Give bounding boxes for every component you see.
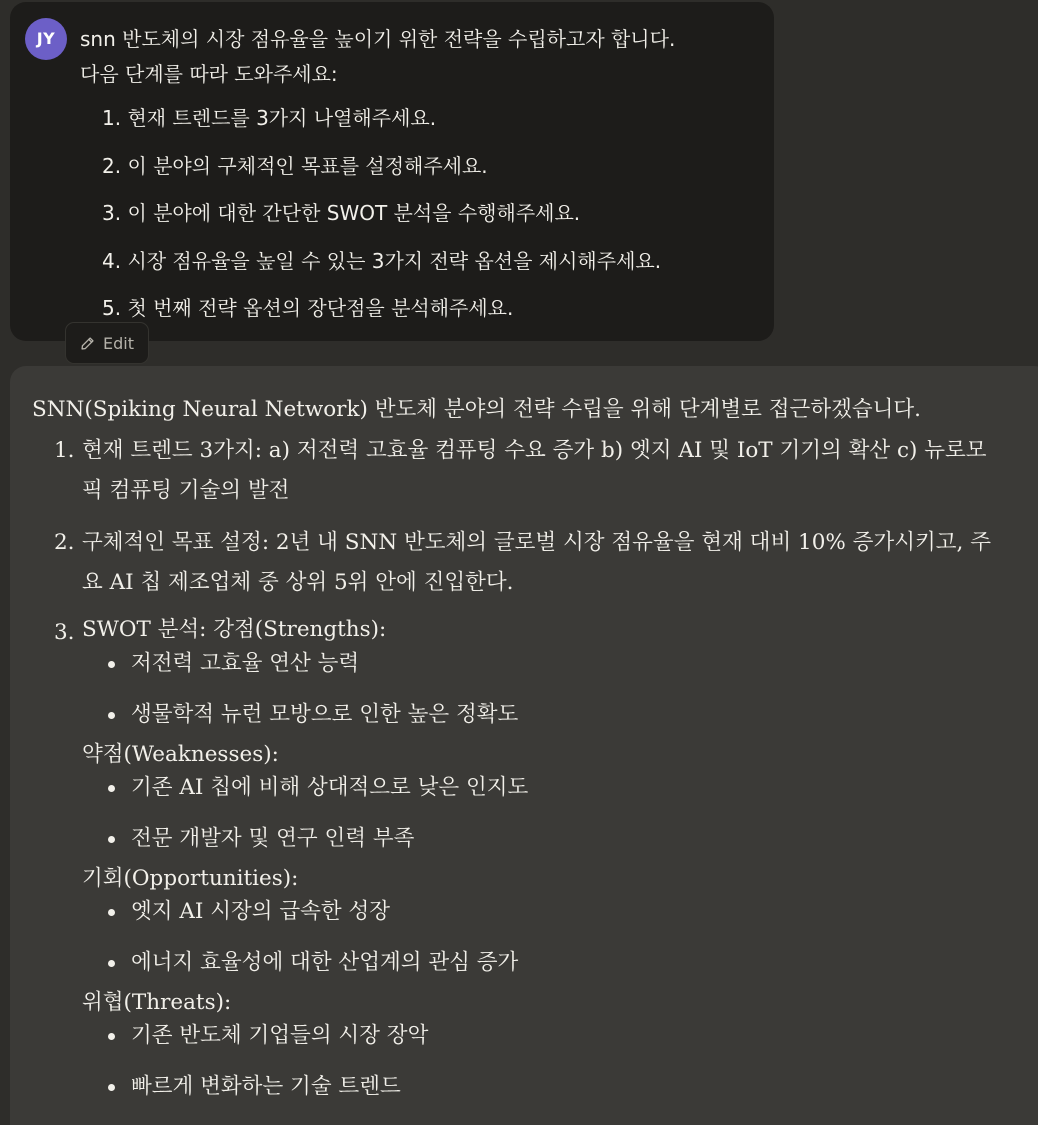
- assistant-steps-list: [32, 431, 1002, 1110]
- threats-list: [82, 1019, 1002, 1110]
- step-number: 2.: [54, 530, 75, 555]
- user-message-line-1: snn 반도체의 시장 점유율을 높이기 위한 전략을 수립하고자 합니다.: [80, 27, 676, 51]
- list-item: 엣지 AI 시장의 급속한 성장: [82, 895, 1002, 946]
- user-step-4: 4. 시장 점유율을 높일 수 있는 3가지 전략 옵션을 제시해주세요.: [102, 248, 662, 273]
- user-steps-list: [102, 101, 754, 339]
- threats-title: 위협(Threats):: [82, 990, 232, 1015]
- edit-button[interactable]: [65, 322, 149, 364]
- list-item: 빠르게 변화하는 기술 트렌드: [82, 1070, 1002, 1110]
- list-item: 전문 개발자 및 연구 인력 부족: [82, 822, 1002, 862]
- list-item: 생물학적 뉴런 모방으로 인한 높은 정확도: [82, 698, 1002, 738]
- edit-label: Edit: [103, 333, 134, 353]
- assistant-message-card: [10, 366, 1038, 1125]
- user-step-1: 1. 현재 트렌드를 3가지 나열해주세요.: [102, 106, 437, 130]
- user-step-5: 5. 첫 번째 전략 옵션의 장단점을 분석해주세요.: [102, 296, 514, 320]
- user-message-text: [80, 22, 754, 339]
- opportunities-title: 기회(Opportunities):: [82, 866, 299, 891]
- user-message-card: [10, 2, 774, 341]
- list-item: 기존 AI 칩에 비해 상대적으로 낮은 인지도: [82, 771, 1002, 822]
- user-avatar: JY: [25, 18, 67, 60]
- step-number: 1.: [54, 438, 75, 463]
- assistant-message-text: [32, 392, 1002, 1110]
- user-step-2: 2. 이 분야의 구체적인 목표를 설정해주세요.: [102, 153, 488, 178]
- pencil-icon: [80, 336, 95, 351]
- swot-heading: SWOT 분석: 강점(Strengths):: [82, 617, 387, 642]
- assistant-step-1: [32, 431, 1002, 511]
- user-step-3: 3. 이 분야에 대한 간단한 SWOT 분석을 수행해주세요.: [102, 201, 581, 225]
- weaknesses-title: 약점(Weaknesses):: [82, 742, 279, 767]
- step-text: 현재 트렌드 3가지: a) 저전력 고효율 컴퓨팅 수요 증가 b) 엣지 AI 및 IoT 기기의 확산 c) 뉴로모픽 컴퓨팅 기술의 발전: [82, 438, 987, 503]
- step-text: 구체적인 목표 설정: 2년 내 SNN 반도체의 글로벌 시장 점유율을 현재 대비 10% 증가시키고, 주요 AI 칩 제조업체 중 상위 5위 안에 진입한다.: [82, 530, 991, 595]
- user-message-line-2: 다음 단계를 따라 도와주세요:: [80, 62, 338, 86]
- opportunities-list: [82, 895, 1002, 986]
- list-item: 저전력 고효율 연산 능력: [82, 647, 1002, 698]
- assistant-step-3: [32, 613, 1002, 1110]
- step-number: 3.: [54, 620, 75, 645]
- weaknesses-list: [82, 771, 1002, 862]
- strengths-list: [82, 647, 1002, 738]
- assistant-step-2: [32, 523, 1002, 603]
- list-item: 에너지 효율성에 대한 산업계의 관심 증가: [82, 946, 1002, 986]
- assistant-intro: SNN(Spiking Neural Network) 반도체 분야의 전략 수립을 위해 단계별로 접근하겠습니다.: [32, 397, 921, 422]
- list-item: 기존 반도체 기업들의 시장 장악: [82, 1019, 1002, 1070]
